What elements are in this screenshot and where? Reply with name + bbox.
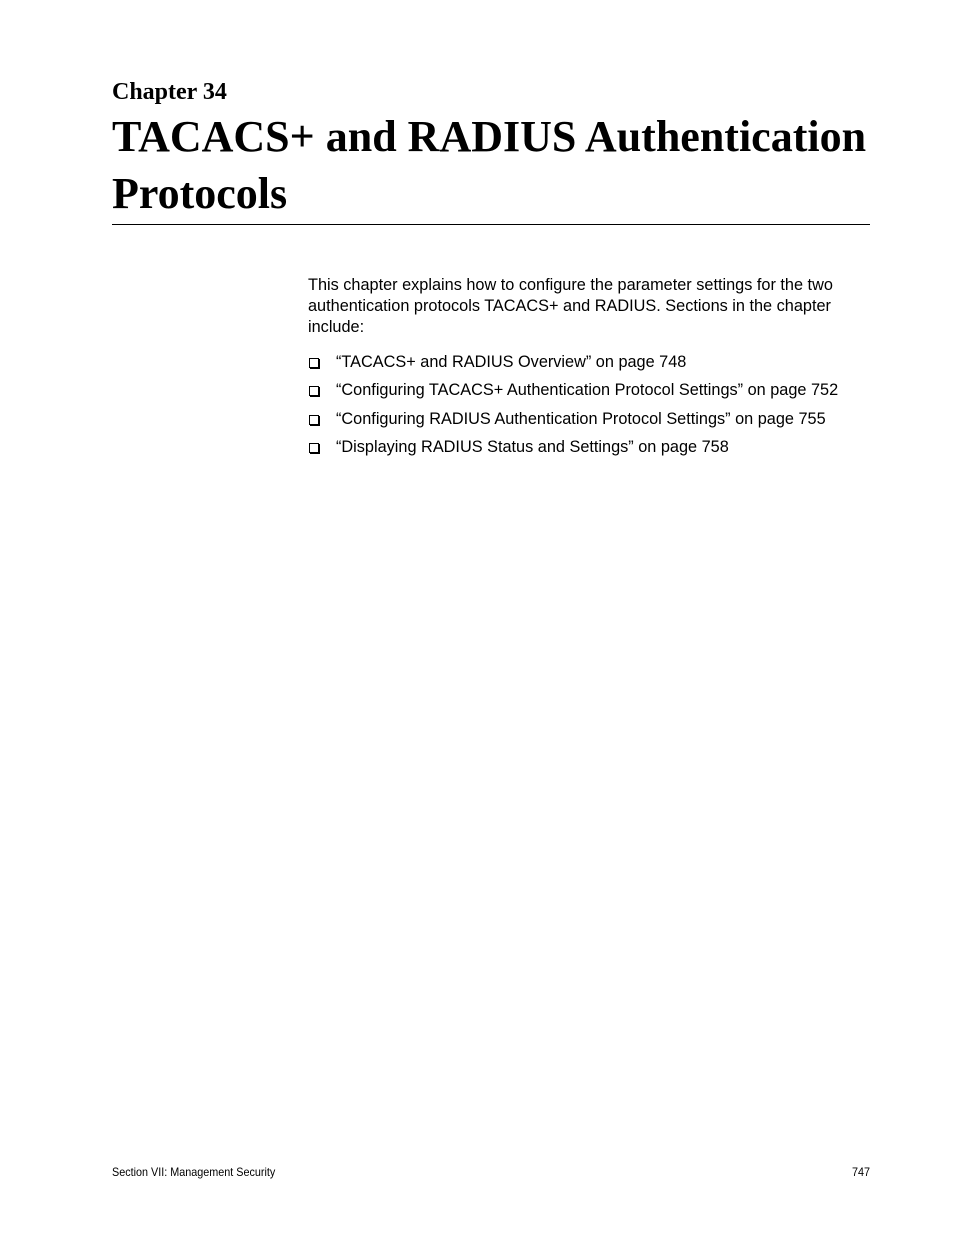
checkbox-bullet-icon [309, 443, 319, 453]
checkbox-bullet-icon [309, 386, 319, 396]
section-list-item [308, 380, 888, 408]
section-list-item [308, 437, 888, 465]
checkbox-bullet-icon [309, 358, 319, 368]
section-link[interactable]: “Configuring TACACS+ Authentication Protocol Settings” on page 752 [336, 381, 839, 400]
title-divider [112, 224, 870, 225]
footer-section-title: Section VII: Management Security [112, 1165, 276, 1179]
section-list [308, 352, 888, 466]
intro-paragraph: This chapter explains how to configure the parameter settings for the two authentication protocols TACACS+ and RADIUS. Sections in the chapter include: [308, 276, 833, 336]
footer-page-number: 747 [851, 1165, 870, 1179]
section-list-item [308, 352, 888, 380]
checkbox-bullet-icon [309, 415, 319, 425]
section-link[interactable]: “TACACS+ and RADIUS Overview” on page 748 [336, 353, 687, 371]
section-link[interactable]: “Displaying RADIUS Status and Settings” on page 758 [336, 438, 729, 457]
chapter-label: Chapter 34 [112, 79, 227, 105]
section-link[interactable]: “Configuring RADIUS Authentication Protocol Settings” on page 755 [336, 409, 826, 428]
section-list-item [308, 409, 888, 437]
chapter-title: TACACS+ and RADIUS Authentication Protocols [112, 112, 867, 218]
